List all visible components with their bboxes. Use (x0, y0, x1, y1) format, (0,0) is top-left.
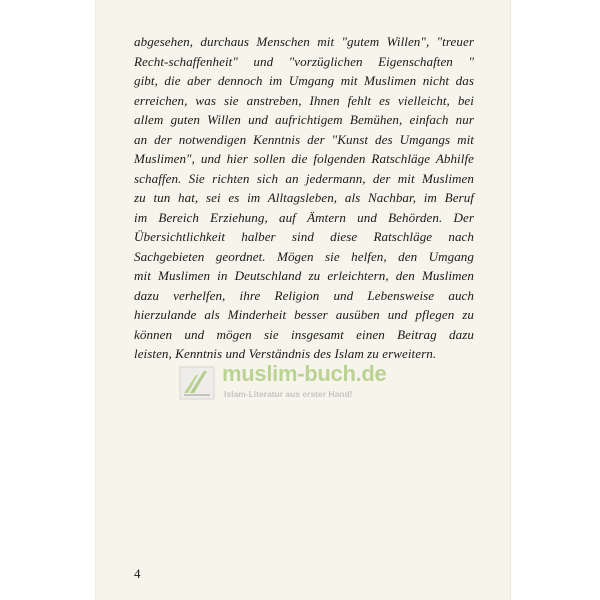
page-number: 4 (134, 566, 141, 581)
text-line: können und mögen sie insgesamt einen Beitrag dazu (134, 326, 474, 342)
text-line: hierzulande als Minderheit besser ausüben und pflegen zu (134, 307, 474, 322)
text-line: Sachgebieten geordnet. Mögen sie helfen, den Umgang (134, 248, 474, 264)
text-line: im Bereich Erziehung, auf Ämtern und Behörden. Der (134, 209, 474, 225)
text-line: erreichen, was sie anstreben, Ihnen fehlt es vielleicht, bei (134, 92, 474, 108)
text-line: an der notwendigen Kenntnis der "Kunst des Umgangs mit (134, 131, 474, 147)
text-line: schaffen. Sie richten sich an jedermann, der mit Muslimen (134, 170, 474, 186)
text-line: dazu verhelfen, ihre Religion und Lebensweise auch (134, 287, 474, 303)
text-line: Recht-schaffenheit" und "vorzüglichen Eigenschaften " (134, 53, 474, 69)
text-line: Übersichtlichkeit halber sind diese Ratschläge nach (134, 229, 474, 244)
book-page (96, 0, 510, 600)
book-logo-icon (178, 363, 218, 403)
text-line: Muslimen", und hier sollen die folgenden Ratschläge Abhilfe (134, 151, 474, 166)
text-line: mit Muslimen in Deutschland zu erleichtern, den Muslimen (134, 268, 474, 283)
body-text (134, 32, 474, 364)
text-line: leisten, Kenntnis und Verständnis des Islam zu erweitern. (134, 346, 437, 361)
text-line: abgesehen, durchaus Menschen mit "gutem Willen", "treuer (134, 34, 474, 49)
text-line: zu tun hat, sei es im Alltagsleben, als Nachbar, im Beruf (134, 190, 474, 205)
text-line: gibt, die aber dennoch im Umgang mit Muslimen nicht das (134, 73, 474, 88)
text-line: allem guten Willen und aufrichtigem Bemühen, einfach nur (134, 112, 474, 127)
watermark (178, 361, 418, 409)
watermark-subtitle: Islam-Literatur aus erster Hand! (224, 389, 353, 399)
watermark-title: muslim-buch.de (222, 361, 387, 386)
